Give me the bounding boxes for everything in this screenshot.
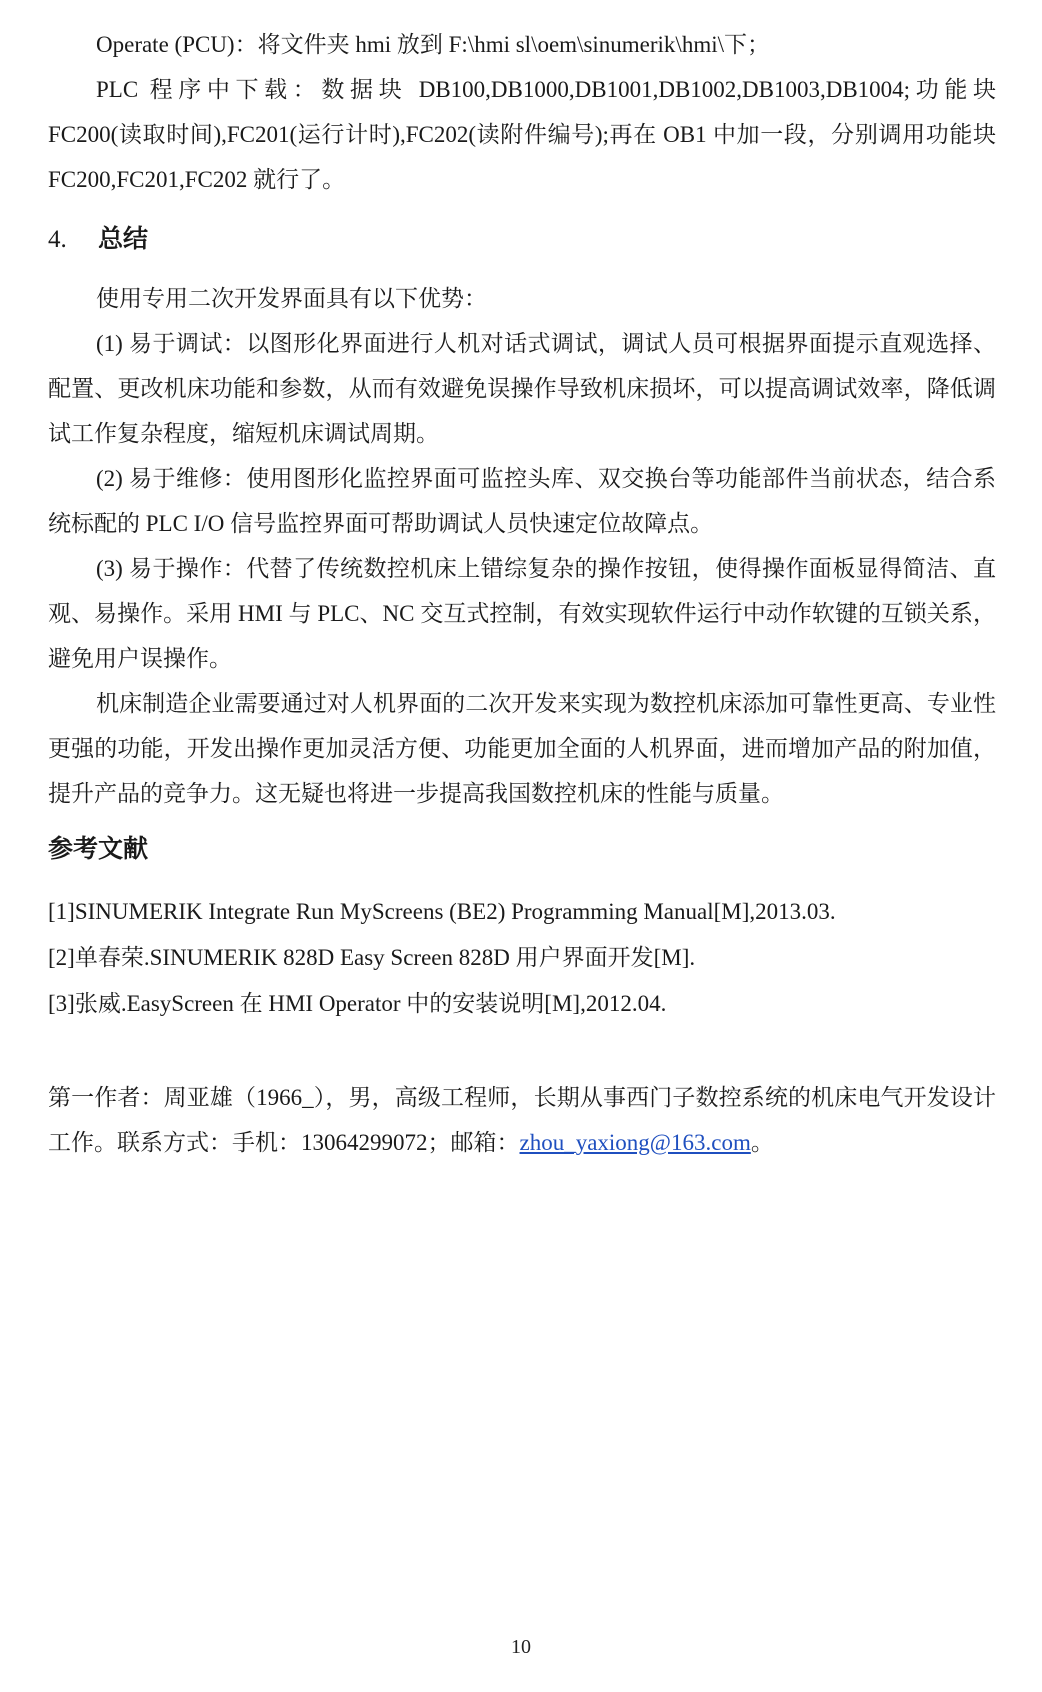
author-text: 第一作者：周亚雄（1966_），男，高级工程师，长期从事西门子数控系统的机床电气开发设计工作。联系方式：手机：13064299072；邮箱： (48, 1085, 996, 1155)
summary-item-3: (3) 易于操作：代替了传统数控机床上错综复杂的操作按钮，使得操作面板显得简洁、直观、易操作。采用 HMI 与 PLC、NC 交互式控制，有效实现软件运行中动作软键的互锁关系，避免用户误操作。 (48, 556, 996, 671)
paragraph-operate: Operate (PCU)：将文件夹 hmi 放到 F:\hmi sl\oem\sinumerik\hmi\下； (96, 32, 770, 57)
paragraph-plc: PLC 程序中下载：数据块 DB100,DB1000,DB1001,DB1002,DB1003,DB1004;功能块 FC200(读取时间),FC201(运行计时),FC202(读附件编号);再在 OB1 中加一段，分别调用功能块 FC200,FC201,FC202 就行了。 (48, 77, 996, 192)
section-heading-summary (48, 216, 996, 262)
email-link[interactable]: zhou_yaxiong@163.com (519, 1130, 751, 1155)
document-page (48, 22, 996, 1165)
reference-item: [1]SINUMERIK Integrate Run MyScreens (BE2) Programming Manual[M],2013.03. (48, 899, 836, 924)
reference-item: [2]单春荣.SINUMERIK 828D Easy Screen 828D 用户界面开发[M]. (48, 945, 696, 970)
references-heading: 参考文献 (48, 834, 149, 863)
summary-conclusion: 机床制造企业需要通过对人机界面的二次开发来实现为数控机床添加可靠性更高、专业性更强的功能，开发出操作更加灵活方便、功能更加全面的人机界面，进而增加产品的附加值，提升产品的竞争力。这无疑也将进一步提高我国数控机床的性能与质量。 (48, 691, 996, 806)
section-number: 4. (48, 226, 67, 253)
summary-item-1: (1) 易于调试：以图形化界面进行人机对话式调试，调试人员可根据界面提示直观选择、配置、更改机床功能和参数，从而有效避免误操作导致机床损坏，可以提高调试效率，降低调试工作复杂程度，缩短机床调试周期。 (48, 331, 996, 446)
summary-item-2: (2) 易于维修：使用图形化监控界面可监控头库、双交换台等功能部件当前状态，结合系统标配的 PLC I/O 信号监控界面可帮助调试人员快速定位故障点。 (48, 466, 996, 536)
summary-intro: 使用专用二次开发界面具有以下优势： (96, 286, 487, 311)
author-info (48, 1075, 996, 1165)
page-number: 10 (511, 1636, 531, 1658)
author-end: 。 (750, 1130, 774, 1155)
reference-list (48, 889, 996, 1027)
section-title: 总结 (98, 224, 149, 253)
reference-item: [3]张威.EasyScreen 在 HMI Operator 中的安装说明[M],2012.04. (48, 991, 667, 1016)
